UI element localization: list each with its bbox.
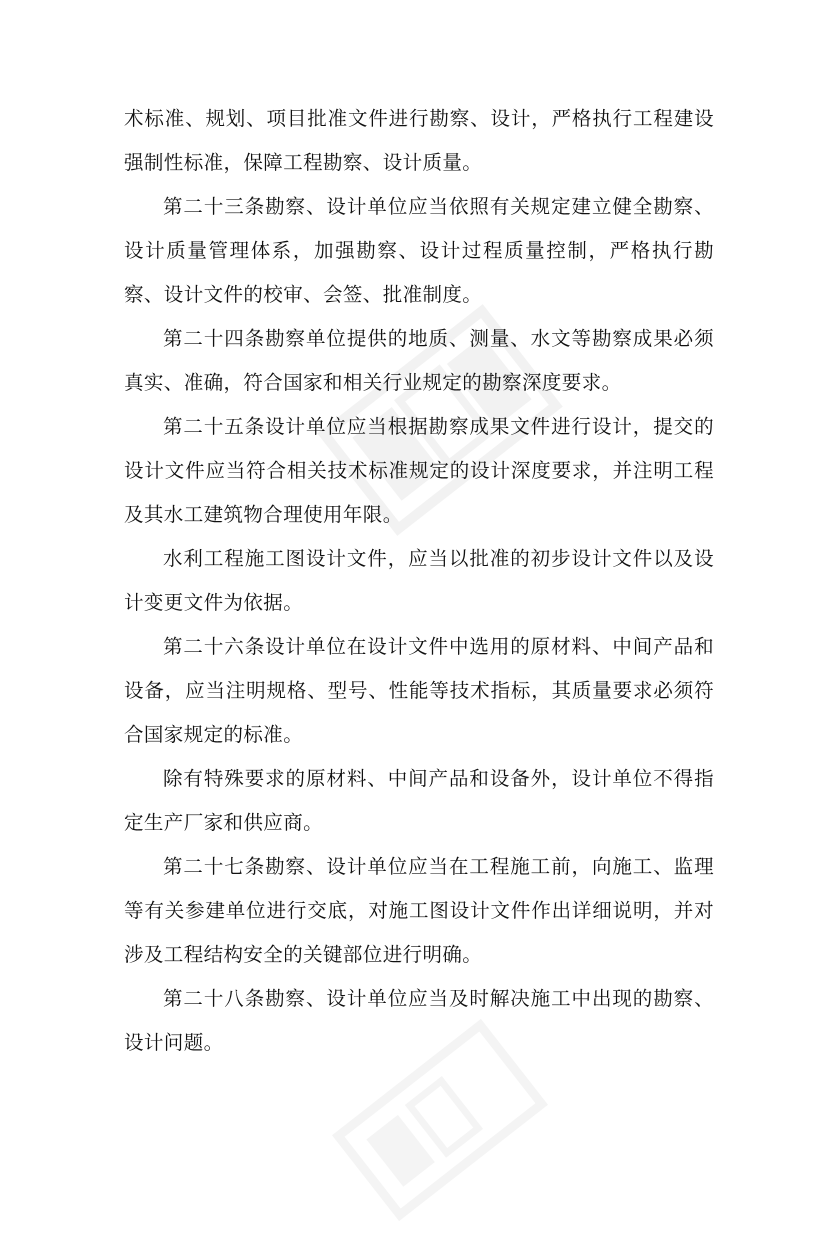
document-body [124,97,714,1065]
paragraph-article-28: 第二十八条勘察、设计单位应当及时解决施工中出现的勘察、设计问题。 [124,987,714,1054]
paragraph-article-23: 第二十三条勘察、设计单位应当依照有关规定建立健全勘察、设计质量管理体系，加强勘察、设计过程质量控制，严格执行勘察、设计文件的校审、会签、批准制度。 [124,195,714,306]
paragraph-article-25: 第二十五条设计单位应当根据勘察成果文件进行设计，提交的设计文件应当符合相关技术标准规定的设计深度要求，并注明工程及其水工建筑物合理使用年限。 [124,415,714,526]
paragraph-construction-drawings: 水利工程施工图设计文件，应当以批准的初步设计文件以及设计变更文件为依据。 [124,547,714,614]
paragraph-1: 术标准、规划、项目批准文件进行勘察、设计，严格执行工程建设强制性标准，保障工程勘察、设计质量。 [124,107,714,174]
paragraph-article-27: 第二十七条勘察、设计单位应当在工程施工前，向施工、监理等有关参建单位进行交底，对施工图设计文件作出详细说明，并对涉及工程结构安全的关键部位进行明确。 [124,855,714,966]
paragraph-special-requirements: 除有特殊要求的原材料、中间产品和设备外，设计单位不得指定生产厂家和供应商。 [124,767,714,834]
paragraph-article-24: 第二十四条勘察单位提供的地质、测量、水文等勘察成果必须真实、准确，符合国家和相关行业规定的勘察深度要求。 [124,327,714,394]
paragraph-article-26: 第二十六条设计单位在设计文件中选用的原材料、中间产品和设备，应当注明规格、型号、性能等技术指标，其质量要求必须符合国家规定的标准。 [124,635,714,746]
